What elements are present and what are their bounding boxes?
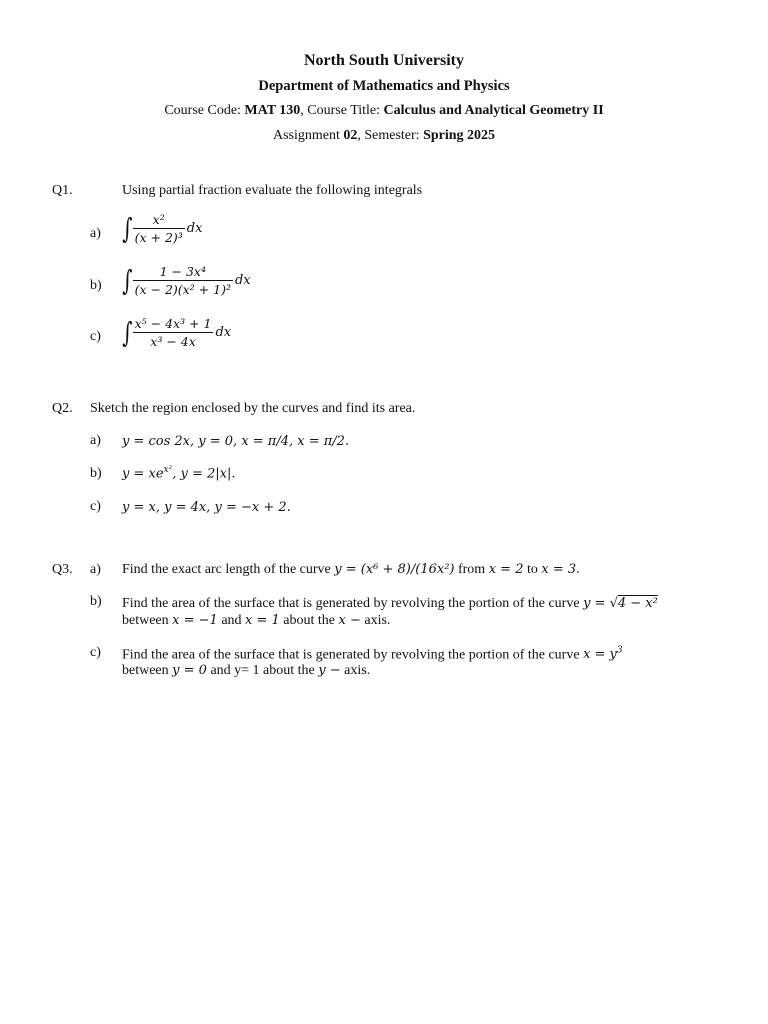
q3c-text: and y= 1 about the [206, 663, 319, 678]
q3c-curve: $x = y^3$ [583, 646, 623, 663]
q1a-dx: dx [186, 221, 203, 236]
q1a-label: a) [90, 226, 101, 241]
q3c-text: between [122, 663, 173, 678]
q3b-axis: x − [338, 613, 361, 628]
assignment-number: 02 [343, 128, 358, 143]
q1b-label: b) [90, 278, 102, 293]
university-name: North South University [303, 52, 464, 69]
semester: Spring 2025 [423, 128, 496, 143]
q2a-label: a) [90, 433, 101, 448]
q1b-dx: dx [234, 273, 251, 288]
q3c-line2 [122, 663, 370, 679]
q1c-integral [120, 316, 231, 349]
assignment-label: Assignment [272, 128, 344, 143]
q2b-equations: $y = xe^{x^2}$, y = 2|x|. [122, 465, 236, 482]
q3a-curve: y = (x⁶ + 8)/(16x²) [334, 562, 455, 577]
q1c-label: c) [90, 329, 101, 344]
q3c-line1 [122, 646, 623, 663]
q3b-line2 [122, 613, 390, 629]
course-title-label: , Course Title: [300, 103, 384, 118]
q1a-denominator: (x + 2)³ [134, 230, 183, 245]
q3b-label: b) [90, 594, 102, 609]
integral-sign-icon: ∫ [122, 316, 133, 349]
q1c-numerator: x⁵ − 4x³ + 1 [134, 316, 212, 331]
department-name: Department of Mathematics and Physics [258, 78, 510, 94]
semester-label: , Semester: [357, 128, 424, 143]
q2c-label: c) [90, 499, 101, 514]
q3c-text: Find the area of the surface that is generated by revolving the portion of the curve [122, 647, 584, 663]
q1c-dx: dx [215, 325, 232, 340]
q3b-text: about the [279, 613, 339, 628]
q2c-equations: y = x, y = 4x, y = −x + 2. [122, 500, 291, 515]
q2a-equations: y = cos 2x, y = 0, x = π/4, x = π/2. [122, 434, 350, 449]
q2b-label: b) [90, 466, 102, 481]
q2-number: Q2. [52, 401, 73, 416]
q1b-integral [120, 264, 251, 297]
q3a-text-part: Find the exact arc length of the curve [122, 562, 335, 577]
q3b-text: axis. [360, 613, 391, 628]
q1a-integral [120, 212, 202, 245]
q3c-text: axis. [340, 663, 371, 678]
q3a-label: a) [90, 562, 101, 577]
course-line [0, 103, 768, 119]
q3b-text: Find the area of the surface that is generated by revolving the portion of the curve [122, 596, 584, 611]
q3c-label: c) [90, 645, 101, 660]
q3b-line1 [122, 596, 658, 612]
q3b-text: and [217, 613, 246, 628]
q3c-lower: y = 0 [172, 663, 207, 678]
q3a-text-part: . [576, 562, 580, 577]
course-code: MAT 130 [244, 103, 301, 118]
assignment-line [0, 128, 768, 144]
q3a-text-part: to [523, 562, 542, 577]
q3a-start: x = 2 [488, 562, 524, 577]
q1b-denominator: (x − 2)(x² + 1)² [134, 282, 231, 297]
q3a-end: x = 3 [541, 562, 577, 577]
q3c-axis: y − [318, 663, 341, 678]
q3b-lower: x = −1 [172, 613, 218, 628]
q1b-numerator: 1 − 3x⁴ [133, 264, 233, 281]
q3b-curve: y = √4 − x² [583, 596, 658, 611]
q3-number: Q3. [52, 562, 73, 577]
integral-sign-icon: ∫ [122, 212, 133, 245]
q3a-text-part: from [454, 562, 489, 577]
q1a-numerator: x² [133, 212, 185, 229]
q1-prompt: Using partial fraction evaluate the following integrals [122, 183, 423, 198]
q1c-denominator: x³ − 4x [150, 334, 196, 349]
q2-prompt: Sketch the region enclosed by the curves and find its area. [90, 401, 416, 416]
q3b-text: between [122, 613, 173, 628]
course-code-label: Course Code: [164, 103, 245, 118]
q3a-text [122, 562, 580, 578]
q1-number: Q1. [52, 183, 73, 198]
integral-sign-icon: ∫ [122, 264, 133, 297]
course-title: Calculus and Analytical Geometry II [383, 103, 604, 118]
q3b-upper: x = 1 [245, 613, 280, 628]
